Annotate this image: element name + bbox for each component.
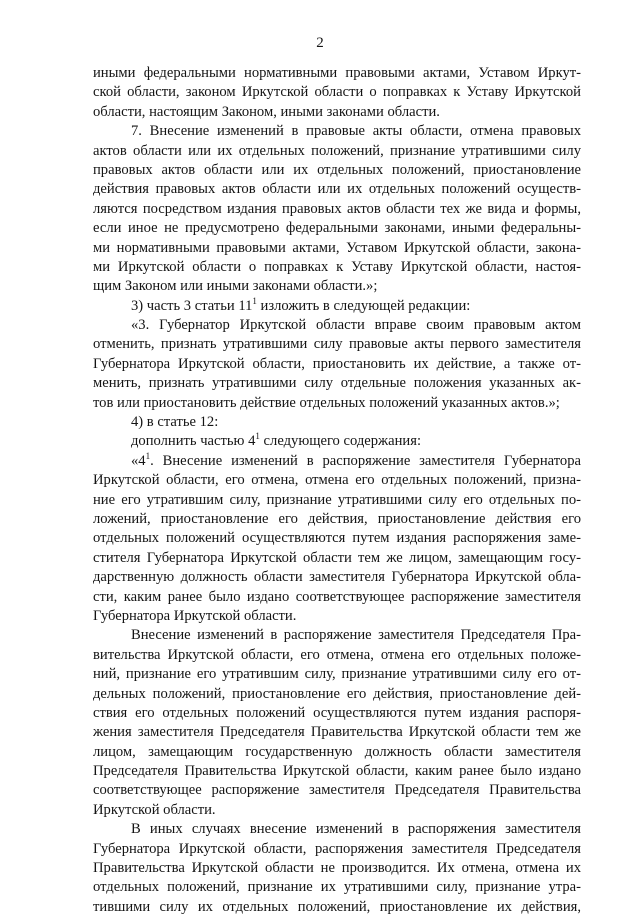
text-run: дополнить частью 4 [131,433,256,450]
text-line [93,471,581,490]
document-body [93,64,581,917]
superscript: 1 [145,451,151,461]
text-line [93,452,581,471]
text-line [93,413,581,432]
text-run: отменить, признать утратившими силу правовые акты первого заместителя [93,336,581,353]
superscript: 1 [252,296,257,306]
text-line [93,64,581,83]
text-line [93,161,581,180]
text-line [93,878,581,897]
text-line [93,297,581,316]
text-run: отдельных положений осуществляются путем издания распоряжения заме- [93,530,581,547]
text-run: лицом, замещающим государственную должность области заместителя [93,743,581,760]
text-run: правовых актов области или их отдельных положений, приостановление [93,161,581,178]
superscript: 1 [255,432,260,442]
text-run: ми нормативными правовыми актами, Уставом Иркутской области, закона- [93,239,581,256]
text-run: вительства Иркутской области, его отмена, отмена его отдельных положе- [93,646,581,663]
text-line [93,568,581,587]
text-line [93,142,581,161]
paragraph [93,626,581,820]
text-line [93,180,581,199]
text-run: актов области или их отдельных положений, признание утратившими силу [93,142,581,159]
text-line [93,781,581,800]
text-line [93,316,581,335]
text-run: В иных случаях внесение изменений в распоряжения заместителя [131,821,581,838]
text-run: ляются посредством издания правовых актов области тех же вида и формы, [93,200,581,217]
text-run: Иркутской области, его отмена, отмена его отдельных положений, призна- [93,472,581,489]
text-line [93,277,581,296]
text-line [93,355,581,374]
text-run: щим Законом или иными законами области.»; [93,278,378,295]
text-run: дарственную должность области заместителя Губернатора Иркутской обла- [93,569,581,586]
text-run: Внесение изменений в распоряжение заместителя Председателя Пра- [131,627,581,644]
text-run: Губернатора Иркутской области, приостановить их действие, а также от- [93,355,581,372]
text-line [93,723,581,742]
text-line [93,374,581,393]
text-run: 7. Внесение изменений в правовые акты области, отмена правовых [131,123,581,140]
text-run: «3. Губернатор Иркутской области вправе своим правовым актом [131,317,581,334]
text-line [93,840,581,859]
text-run: . Внесение изменений в распоряжение заместителя Губернатора [150,452,581,469]
text-line [93,801,581,820]
text-line [93,646,581,665]
text-run: сти, каким ранее было издано соответствующее распоряжение заместителя [93,588,581,605]
text-run: изложить в следующей редакции: [256,297,471,314]
text-line [93,83,581,102]
text-line [93,607,581,626]
text-run: 4) в статье 12: [131,414,219,431]
text-line [93,665,581,684]
paragraph [93,432,581,451]
paragraph [93,316,581,413]
text-line [93,200,581,219]
text-run: менить, признать утратившими силу отдельные положения указанных ак- [93,375,581,392]
text-line [93,239,581,258]
text-run: иными федеральными нормативными правовыми актами, Уставом Иркут- [93,65,581,81]
text-run: Председателя Правительства Иркутской области, каким ранее было издано [93,763,581,780]
text-run: ложений, приостановление его действия, приостановление действия его [93,510,581,527]
text-run: ствия его отдельных положений осуществляются путем издания распоря- [93,704,581,721]
page-number: 2 [316,35,324,51]
text-run: ние его утратившим силу, признание утратившими силу его отдельных по- [93,491,581,508]
text-line [93,491,581,510]
text-run: ний, признание его утратившим силу, признание утратившими силу его от- [93,666,581,683]
text-line [93,549,581,568]
text-line [93,588,581,607]
text-line [93,898,581,917]
text-line [93,626,581,645]
paragraph [93,64,581,122]
text-line [93,335,581,354]
text-run: «4 [131,452,146,469]
text-run: Иркутской области. [93,801,216,818]
text-line [93,432,581,451]
text-run: следующего содержания: [259,433,422,450]
text-line [93,103,581,122]
paragraph [93,122,581,297]
paragraph [93,452,581,627]
paragraph [93,297,581,316]
text-run: стителя Губернатора Иркутской области тем же лицом, замещающим госу- [93,549,581,566]
text-run: тов или приостановить действие отдельных положений указанных актов.»; [93,394,560,411]
text-run: тившими силу их отдельных положений, приостановление их действия, [93,898,581,915]
text-run: Правительства Иркутской области не производится. Их отмена, отмена их [93,860,581,877]
text-run: 3) часть 3 статьи 11 [131,297,253,314]
text-run: Губернатора Иркутской области, распоряжения заместителя Председателя [93,840,581,857]
text-line [93,820,581,839]
text-run: действия правовых актов области или их отдельных положений осуществ- [93,181,581,198]
text-run: ской области, законом Иркутской области о поправках к Уставу Иркутской [93,84,581,101]
text-run: дельных положений, приостановление его действия, приостановление дей- [93,685,581,702]
text-line [93,529,581,548]
text-run: ми Иркутской области о поправках к Уставу Иркутской области, настоя- [93,258,581,275]
text-run: если иное не предусмотрено федеральными законами, иными федеральны- [93,220,581,237]
text-line [93,859,581,878]
text-line [93,762,581,781]
text-line [93,704,581,723]
paragraph [93,413,581,432]
text-run: отдельных положений, признание их утратившими силу, признание утра- [93,879,581,896]
text-run: жения заместителя Председателя Правительства Иркутской области тем же [93,724,581,741]
text-run: Губернатора Иркутской области. [93,607,297,624]
text-run: области, настоящим Законом, иными законами области. [93,103,440,120]
text-line [93,743,581,762]
text-run: соответствующее распоряжение заместителя Председателя Правительства [93,782,581,799]
text-line [93,258,581,277]
text-line [93,510,581,529]
text-line [93,685,581,704]
text-line [93,122,581,141]
text-line [93,219,581,238]
text-line [93,394,581,413]
paragraph [93,820,581,917]
